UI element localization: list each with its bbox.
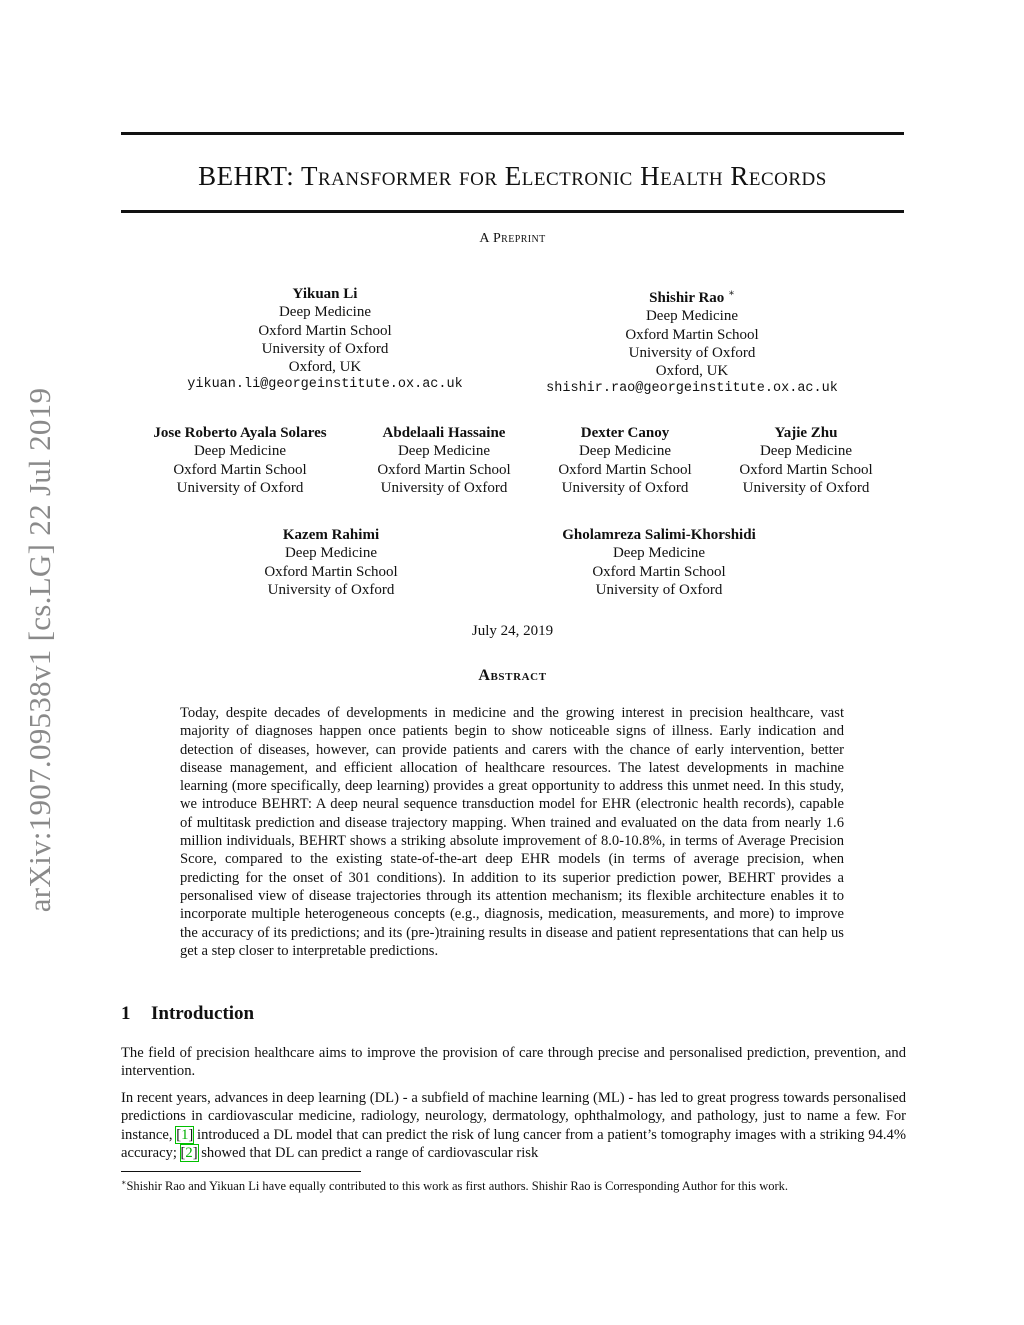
author-affiliation: University of Oxford bbox=[561, 479, 689, 496]
author-affiliation: Oxford Martin School bbox=[739, 461, 873, 478]
author-affiliation: Deep Medicine bbox=[278, 304, 372, 321]
author-affiliation: Deep Medicine bbox=[193, 443, 287, 460]
footnote-marker: ∗ bbox=[121, 1178, 127, 1187]
section-number: 1 bbox=[121, 1003, 131, 1024]
section-title: Introduction bbox=[151, 1003, 255, 1024]
introduction-paragraph-1: The field of precision healthcare aims to improve the provision of care through precise and personalised prediction, prevention, and intervention. bbox=[121, 1045, 906, 1080]
author-affiliation: Deep Medicine bbox=[645, 308, 739, 325]
author-block-gholamreza-salimi-khorshidi bbox=[534, 526, 784, 599]
paragraph-text: showed that DL can predict a range of cardiovascular risk bbox=[197, 1144, 539, 1161]
preprint-label: A Preprint bbox=[479, 231, 546, 246]
author-affiliation: Oxford Martin School bbox=[264, 563, 398, 580]
author-affiliation: Deep Medicine bbox=[578, 443, 672, 460]
author-affiliation: University of Oxford bbox=[595, 581, 723, 598]
author-email[interactable]: yikuan.li@georgeinstitute.ox.ac.uk bbox=[187, 377, 463, 393]
abstract-heading: Abstract bbox=[478, 667, 547, 684]
author-affiliation: University of Oxford bbox=[380, 479, 508, 496]
citation-link-2[interactable] bbox=[181, 1145, 198, 1161]
citation-number: 1 bbox=[181, 1126, 189, 1143]
author-affiliation: Oxford Martin School bbox=[258, 322, 392, 339]
citation-bracket: ] bbox=[192, 1144, 198, 1161]
author-affiliation: University of Oxford bbox=[628, 344, 756, 361]
abstract-text: Today, despite decades of developments in medicine and the growing interest in precision healthcare, vast majority of diagnoses happen once patients begin to show noticeable signs of illness. Early indication and detection of diseases, however, can provide patients and carers with the chance of early intervention, better disease management, and efficient allocation of healthcare resources. The latest developments in machine learning (more specifically, deep learning) provides a great opportunity to address this unmet need. In this study, we introduce BEHRT: A deep neural sequence transduction model for EHR (electronic health records), capable of multitask prediction and disease trajectory mapping. When trained and evaluated on the data from nearly 1.6 million individuals, BEHRT shows a striking absolute improvement of 8.0-10.8%, in terms of Average Precision Score, compared to the existing state-of-the-art deep EHR models (in terms of average precision, when predicting for the onset of 301 conditions). In addition to its superior prediction power, BEHRT provides a personalised view of disease trajectories through its attention mechanism; its flexible architecture enables it to incorporate multiple heterogeneous concepts (e.g., diagnosis, medication, measurements, and more) to improve the accuracy of its predictions; and its (pre-)training results in disease and patient representations that can help us get a step closer to interpretable predictions. bbox=[180, 705, 844, 959]
author-block-jose-roberto-ayala-solares bbox=[135, 424, 345, 497]
title-rule-bottom bbox=[121, 210, 904, 213]
section-heading-introduction bbox=[121, 1003, 254, 1025]
paragraph-text: introduced a DL model that can predict the risk of lung cancer from a patient’s tomography images with a striking 94.4% accuracy; bbox=[121, 1126, 906, 1161]
author-block-yajie-zhu bbox=[721, 424, 891, 497]
author-affiliation: Oxford Martin School bbox=[625, 326, 759, 343]
author-name: Gholamreza Salimi-Khorshidi bbox=[562, 527, 756, 543]
author-location: Oxford, UK bbox=[288, 359, 362, 376]
author-affiliation: University of Oxford bbox=[261, 340, 389, 357]
author-affiliation: Oxford Martin School bbox=[173, 461, 307, 478]
author-block-kazem-rahimi bbox=[236, 526, 426, 599]
footnote-text: Shishir Rao and Yikuan Li have equally contributed to this work as first authors. Shishir Rao is Corresponding Author for this work. bbox=[126, 1179, 789, 1194]
author-affiliation: Deep Medicine bbox=[284, 545, 378, 562]
citation-number: 2 bbox=[185, 1144, 193, 1161]
citation-link-1[interactable] bbox=[176, 1127, 193, 1143]
author-affiliation: Deep Medicine bbox=[612, 545, 706, 562]
author-name: Dexter Canoy bbox=[580, 425, 670, 441]
citation-bracket: [ bbox=[176, 1126, 182, 1143]
author-affiliation: Oxford Martin School bbox=[592, 563, 726, 580]
author-affiliation: University of Oxford bbox=[267, 581, 395, 598]
citation-bracket: ] bbox=[188, 1126, 194, 1143]
publication-date: July 24, 2019 bbox=[471, 623, 554, 639]
author-block-yikuan-li bbox=[170, 285, 480, 395]
author-affiliation: University of Oxford bbox=[176, 479, 304, 496]
footnote-divider bbox=[121, 1171, 361, 1172]
author-affiliation: Oxford Martin School bbox=[377, 461, 511, 478]
author-block-abdelaali-hassaine bbox=[359, 424, 529, 497]
introduction-paragraph-2 bbox=[121, 1089, 906, 1162]
equal-contribution-marker: ∗ bbox=[728, 288, 735, 299]
author-affiliation: Oxford Martin School bbox=[558, 461, 692, 478]
author-block-dexter-canoy bbox=[540, 424, 710, 497]
author-name: Yikuan Li bbox=[292, 286, 358, 302]
citation-bracket: [ bbox=[180, 1144, 186, 1161]
arxiv-identifier-stamp: arXiv:1907.09538v1 [cs.LG] 22 Jul 2019 bbox=[22, 387, 57, 913]
author-name: Abdelaali Hassaine bbox=[382, 425, 506, 441]
author-name: Jose Roberto Ayala Solares bbox=[153, 425, 327, 441]
author-affiliation: Deep Medicine bbox=[759, 443, 853, 460]
paper-title: BEHRT: Transformer for Electronic Health Records bbox=[198, 161, 827, 191]
paragraph-text: In recent years, advances in deep learning (DL) - a subfield of machine learning (ML) - has led to great progress towards personalised predictions in cardiovascular medicine, radiology, neurology, dermatology, ophthalmology, and pathology, just to name a few. For instance, bbox=[121, 1090, 906, 1143]
author-block-shishir-rao bbox=[527, 285, 857, 399]
author-name: Shishir Rao bbox=[649, 290, 725, 306]
author-affiliation: University of Oxford bbox=[742, 479, 870, 496]
author-name: Kazem Rahimi bbox=[282, 527, 380, 543]
footnote bbox=[121, 1174, 906, 1195]
author-location: Oxford, UK bbox=[655, 363, 729, 380]
author-affiliation: Deep Medicine bbox=[397, 443, 491, 460]
author-name: Yajie Zhu bbox=[774, 425, 838, 441]
author-email[interactable]: shishir.rao@georgeinstitute.ox.ac.uk bbox=[546, 381, 838, 397]
title-rule-top bbox=[121, 132, 904, 135]
